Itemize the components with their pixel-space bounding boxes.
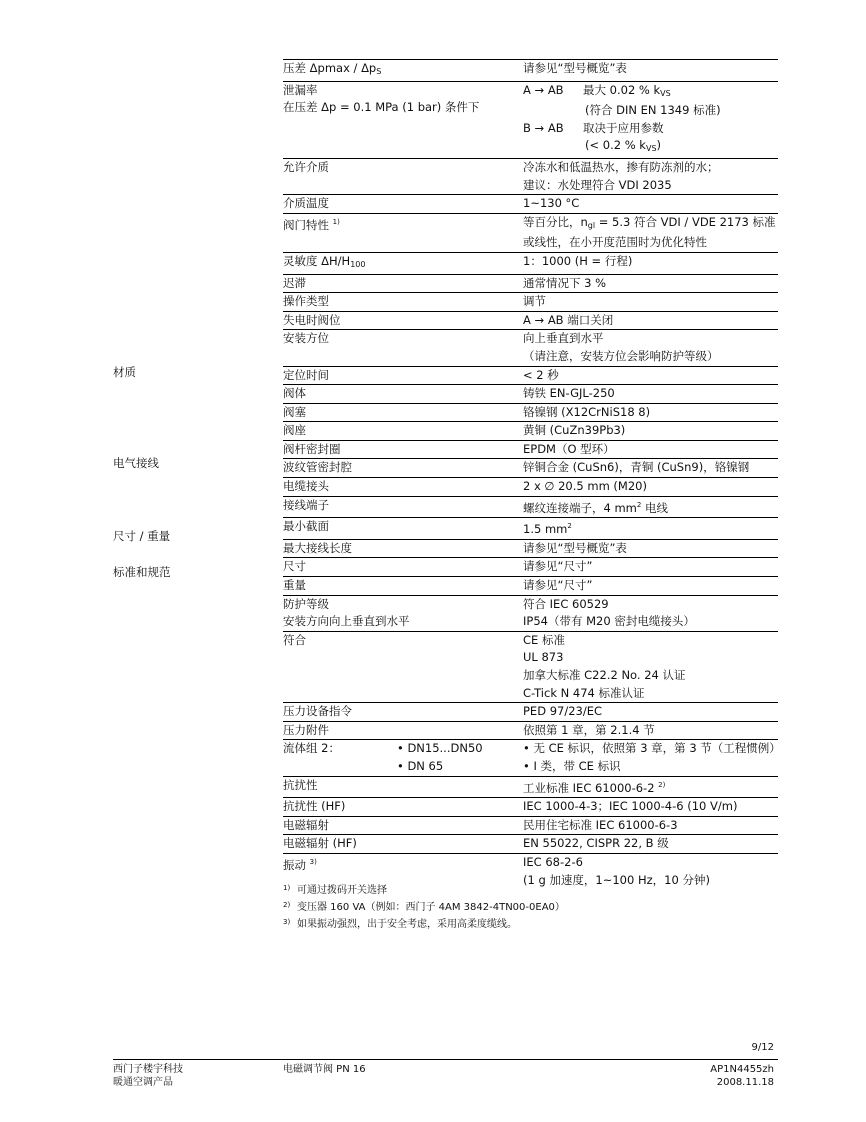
category-dimensions: 尺寸 / 重量 (113, 529, 171, 543)
table-row: 重量 请参见“尺寸” (283, 577, 778, 596)
table-row: 流体组 2： • DN15...DN50 • 无 CE 标识，依照第 3 章，第 3 节（工程惯例） (283, 741, 781, 756)
footer-divider (113, 1059, 778, 1060)
table-row: 阀体 铸铁 EN-GJL-250 (283, 385, 778, 404)
table-row: 振动 $^{3)}$ IEC 68-2-6 (1 g 加速度，1~100 Hz，10 分钟) (283, 854, 710, 887)
category-standards: 标准和规范 (113, 565, 171, 579)
table-row: 电磁辐射 民用住宅标准 IEC 61000-6-3 (283, 816, 778, 835)
table-row: 阀座 黄铜 (CuZn39Pb3) (283, 422, 778, 441)
table-row: 尺寸 请参见“尺寸” (283, 558, 778, 577)
table-row: 阀塞 铬镍钢 (X12CrNiS18 8) (283, 403, 778, 422)
table-row: 电缆接头 2 x ∅ 20.5 mm (M20) (283, 478, 778, 497)
table-row: 阀杆密封圈 EPDM（O 型环） (283, 440, 778, 459)
table-row: 安装方位 向上垂直到水平 （请注意，安装方位会影响防护等级） (283, 330, 778, 366)
table-row: 阀门特性 $^{1)}$ 等百分比，$n_{gl} = 5.3$ 符合 VDI / VDE 2173 标准 或线性，在小开度范围时为优化特性 (283, 213, 778, 252)
spec-table (283, 59, 781, 889)
table-row: 符合 CE 标准 UL 873 加拿大标准 C22.2 No. 24 认证 C-Tick N 474 标准认证 (283, 631, 778, 702)
table-row: 接线端子 螺纹连接端子，4 $mm^2$ 电线 (283, 496, 778, 518)
table-row: 电磁辐射 (HF) EN 55022, CISPR 22, B 级 (283, 835, 778, 854)
footer-product: 电磁调节阀 PN 16 (283, 1064, 366, 1075)
table-row: 灵敏度 $\Delta H/H_{100}$ 1：1000 (H = 行程) (283, 252, 778, 274)
table-row: 操作类型 调节 (283, 293, 778, 312)
page-number: 9/12 (751, 1042, 774, 1053)
table-row: 定位时间 < 2 秒 (283, 366, 778, 385)
table-row: 失电时阀位 A → AB 端口关闭 (283, 311, 778, 330)
table-row: 允许介质 冷冻水和低温热水，掺有防冻剂的水； 建议：水处理符合 VDI 2035 (283, 158, 778, 194)
table-row: 抗扰性 工业标准 IEC 61000-6-2 $^{2)}$ (283, 776, 778, 798)
table-row: 最小截面 1.5 $mm^2$ (283, 518, 778, 540)
table-row: 迟滞 通常情况下 3 % (283, 274, 778, 293)
table-row: 压力设备指令 PED 97/23/EC (283, 703, 778, 722)
table-row: 抗扰性 (HF) IEC 1000-4-3；IEC 1000-4-6 (10 V/m) (283, 798, 778, 817)
table-row: 介质温度 1~130 °C (283, 195, 778, 214)
category-material: 材质 (113, 365, 136, 379)
footer-company: 西门子楼宇科技 暖通空调产品 (113, 1064, 183, 1088)
footnote: 2) 变压器 160 VA（例如：西门子 4AM 3842-4TN00-0EA0） (283, 901, 565, 913)
table-row: 波纹管密封腔 锌铜合金 (CuSn6)，青铜 (CuSn9)，铬镍钢 (283, 459, 778, 478)
footnote: 3) 如果振动强烈，出于安全考虑，采用高柔度缆线。 (283, 918, 517, 930)
footer-doc-info: AP1N4455zh 2008.11.18 (710, 1064, 774, 1088)
category-electrical: 电气接线 (113, 456, 159, 470)
table-row: 泄漏率 在压差 Δp = 0.1 MPa (1 bar) 条件下 A → AB 最大 0.02 % $k_{VS}$ (符合 DIN EN 1349 标准) B → AB 取决于应用参数 (< 0.2 % $k_{VS}$) (283, 81, 778, 158)
table-row: 压差 Δpmax / $\Delta p_S$ 请参见“型号概览”表 (283, 60, 778, 82)
table-row: 最大接线长度 请参见“型号概览”表 (283, 539, 778, 558)
table-row: 防护等级 安装方向向上垂直到水平 符合 IEC 60529 IP54（带有 M20 密封电缆接头） (283, 595, 778, 631)
table-row: • DN 65 • I 类，带 CE 标识 (283, 758, 778, 776)
table-row: 压力附件 依照第 1 章，第 2.1.4 节 (283, 721, 778, 740)
footnote: 1) 可通过拨码开关选择 (283, 884, 387, 896)
footnotes (283, 882, 565, 933)
